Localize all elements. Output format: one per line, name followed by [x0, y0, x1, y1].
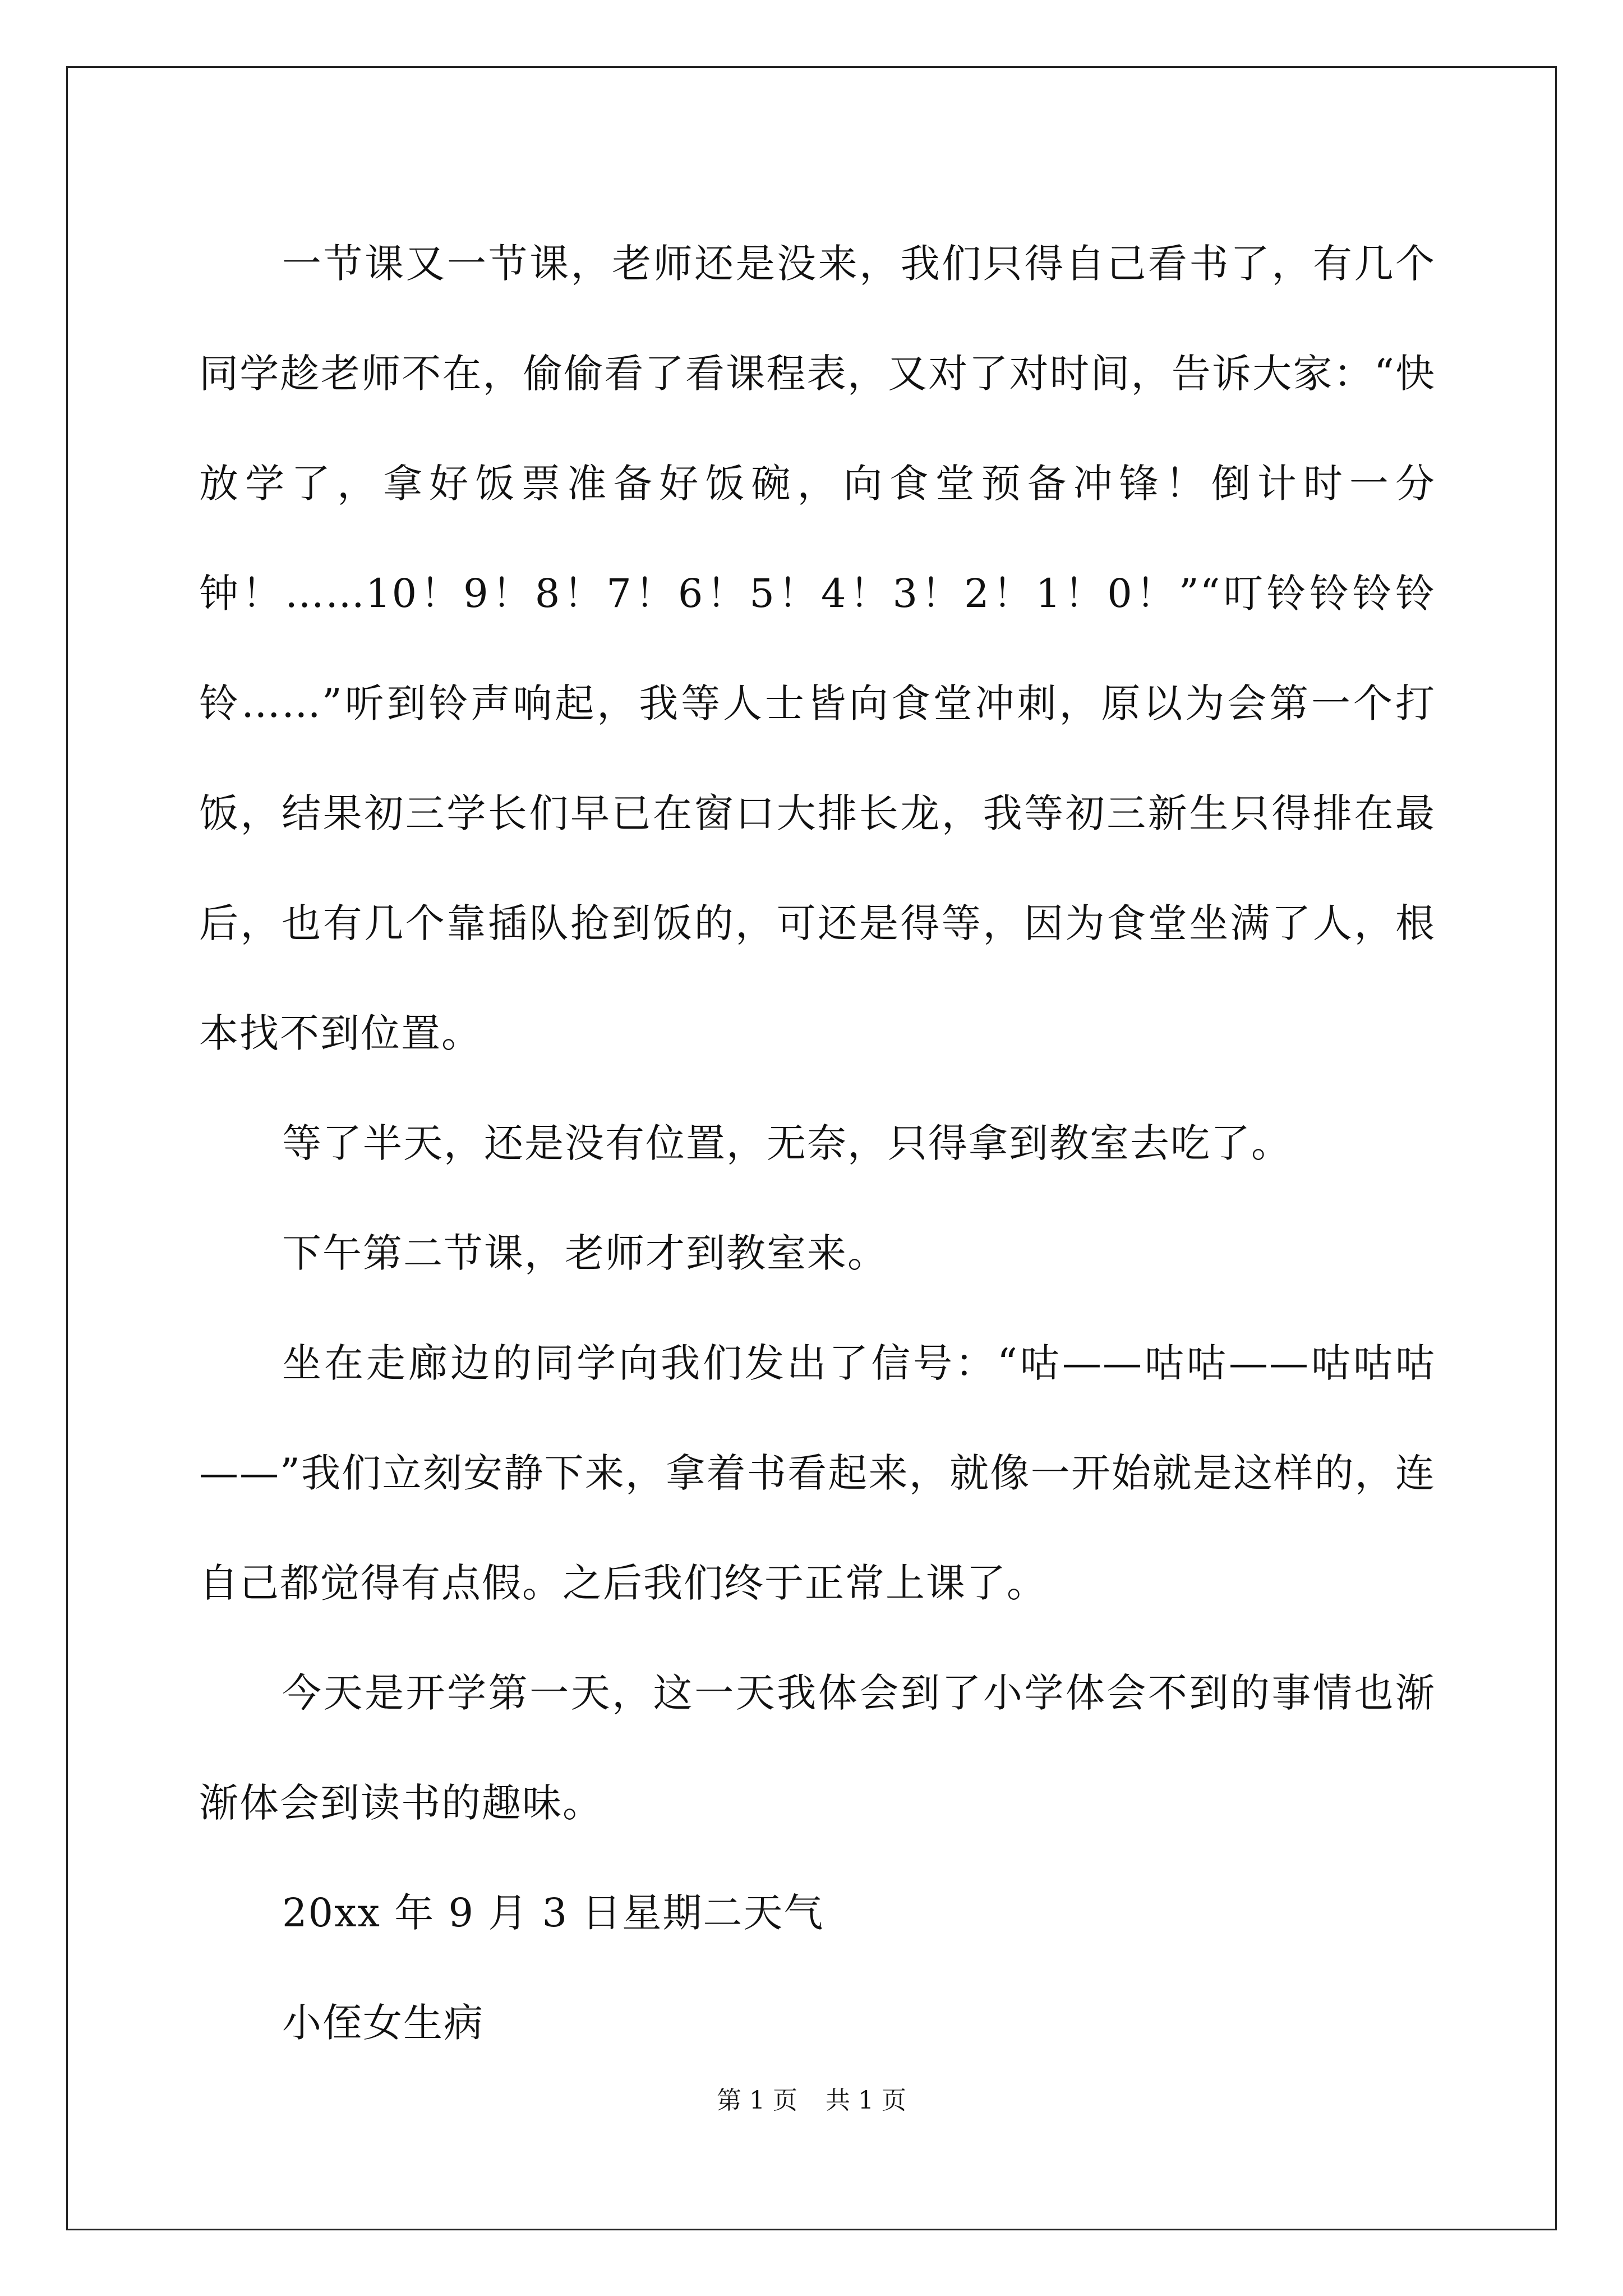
paragraph-heading: 小侄女生病 [282, 2000, 484, 2046]
paragraph-1: 一节课又一节课，老师还是没来，我们只得自己看书了，有几个同学趁老师不在，偷偷看了看课程表，又对了对时间，告诉大家：“快放学了，拿好饭票准备好饭碗，向食堂预备冲锋！倒计时一分钟！……10！9！8！7！6！5！4！3！2！1！0！”“叮铃铃铃铃铃……”听到铃声响起，我等人士皆向食堂冲刺，原以为会第一个打饭，结果初三学长们早已在窗口大排长龙，我等初三新生只得排在最后，也有几个靠插队抢到饭的，可还是得等，因为食堂坐满了人，根本找不到位置。 [199, 241, 1436, 1056]
paragraph-date: 20xx 年 9 月 3 日星期二天气 [282, 1890, 824, 1936]
page-number: 第 1 页 [717, 2086, 797, 2115]
document-body [199, 209, 1436, 2078]
paragraph-3: 下午第二节课，老师才到教室来。 [282, 1230, 888, 1276]
page-total: 共 1 页 [826, 2086, 906, 2115]
page-footer [0, 2084, 1623, 2118]
paragraph-5: 今天是开学第一天，这一天我体会到了小学体会不到的事情也渐渐体会到读书的趣味。 [199, 1670, 1436, 1826]
paragraph-2: 等了半天，还是没有位置，无奈，只得拿到教室去吃了。 [282, 1120, 1292, 1166]
paragraph-4: 坐在走廊边的同学向我们发出了信号：“咕——咕咕——咕咕咕——”我们立刻安静下来，拿着书看起来，就像一开始就是这样的，连自己都觉得有点假。之后我们终于正常上课了。 [199, 1340, 1436, 1606]
